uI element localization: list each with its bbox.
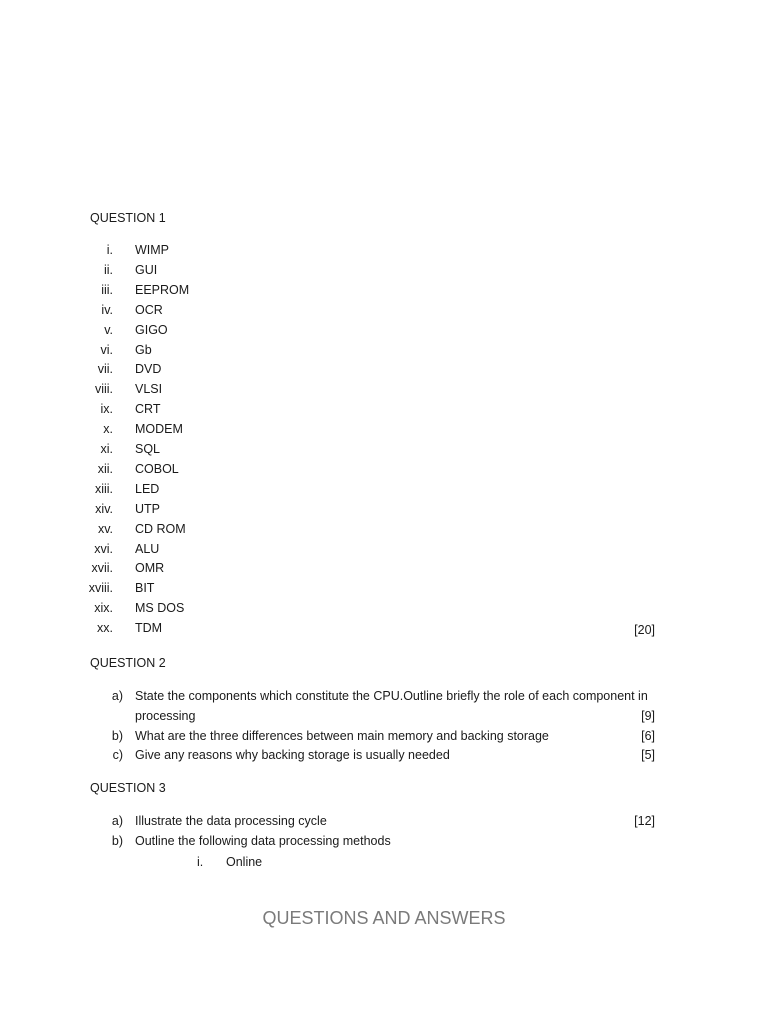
list-item: WIMP — [135, 243, 170, 257]
list-item: SQL — [135, 442, 161, 456]
question-1-heading: QUESTION 1 — [90, 211, 166, 225]
list-item-numeral: iii. — [101, 283, 113, 297]
list-item-numeral: xviii. — [88, 581, 113, 595]
list-item-numeral: xix. — [94, 601, 113, 615]
question-3b-text: Outline the following data processing methods — [135, 834, 391, 848]
list-item: OCR — [135, 303, 163, 317]
list-item-numeral: xii. — [97, 462, 113, 476]
list-item: CD ROM — [135, 522, 186, 536]
page-footer-title: QUESTIONS AND ANSWERS — [262, 908, 506, 928]
question-2b-text: What are the three differences between main memory and backing storage — [135, 729, 549, 743]
question-2c-text: Give any reasons why backing storage is usually needed — [135, 748, 450, 762]
list-item: GIGO — [135, 323, 168, 337]
list-item: UTP — [135, 502, 160, 516]
question-2a-letter: a) — [111, 689, 123, 703]
list-item-numeral: xiii. — [94, 482, 113, 496]
question-3a-marks: [12] — [634, 814, 655, 828]
question-2a-marks: [9] — [641, 709, 655, 723]
question-2a-text: State the components which constitute the CPU.Outline briefly the role of each component in — [135, 689, 648, 703]
question-3b-sub-numeral: i. — [197, 855, 204, 869]
list-item: VLSI — [135, 382, 163, 396]
list-item-numeral: viii. — [94, 382, 113, 396]
list-item: LED — [135, 482, 160, 496]
list-item: EEPROM — [135, 283, 190, 297]
question-2b-marks: [6] — [641, 729, 655, 743]
list-item: TDM — [135, 621, 163, 635]
list-item-numeral: xi. — [100, 442, 113, 456]
list-item: Gb — [135, 343, 152, 357]
list-item-numeral: xiv. — [95, 502, 113, 516]
list-item-numeral: v. — [104, 323, 113, 337]
list-item-numeral: iv. — [101, 303, 113, 317]
list-item: CRT — [135, 402, 161, 416]
list-item-numeral: i. — [106, 243, 113, 257]
list-item: ALU — [135, 542, 160, 556]
question-2-heading: QUESTION 2 — [90, 656, 166, 670]
question-1-marks: [20] — [634, 623, 655, 637]
list-item-numeral: vi. — [100, 343, 113, 357]
question-2c-letter: c) — [112, 748, 123, 762]
list-item-numeral: ii. — [103, 263, 113, 277]
list-item-numeral: xvi. — [94, 542, 113, 556]
question-2c-marks: [5] — [641, 748, 655, 762]
question-3a-letter: a) — [111, 814, 123, 828]
question-3b-sub-text: Online — [226, 855, 263, 869]
list-item: GUI — [135, 263, 158, 277]
list-item-numeral: xvii. — [91, 561, 113, 575]
question-3a-text: Illustrate the data processing cycle — [135, 814, 327, 828]
list-item-numeral: x. — [103, 422, 113, 436]
list-item-numeral: xx. — [97, 621, 113, 635]
list-item-numeral: vii. — [97, 362, 113, 376]
list-item: OMR — [135, 561, 165, 575]
list-item: BIT — [135, 581, 155, 595]
list-item: MS DOS — [135, 601, 185, 615]
question-3-heading: QUESTION 3 — [90, 781, 166, 795]
question-2b-letter: b) — [111, 729, 123, 743]
question-2a-text-continued: processing — [135, 709, 196, 723]
list-item: MODEM — [135, 422, 183, 436]
list-item-numeral: xv. — [97, 522, 113, 536]
list-item: DVD — [135, 362, 162, 376]
list-item-numeral: ix. — [100, 402, 113, 416]
question-3b-letter: b) — [111, 834, 123, 848]
list-item: COBOL — [135, 462, 179, 476]
